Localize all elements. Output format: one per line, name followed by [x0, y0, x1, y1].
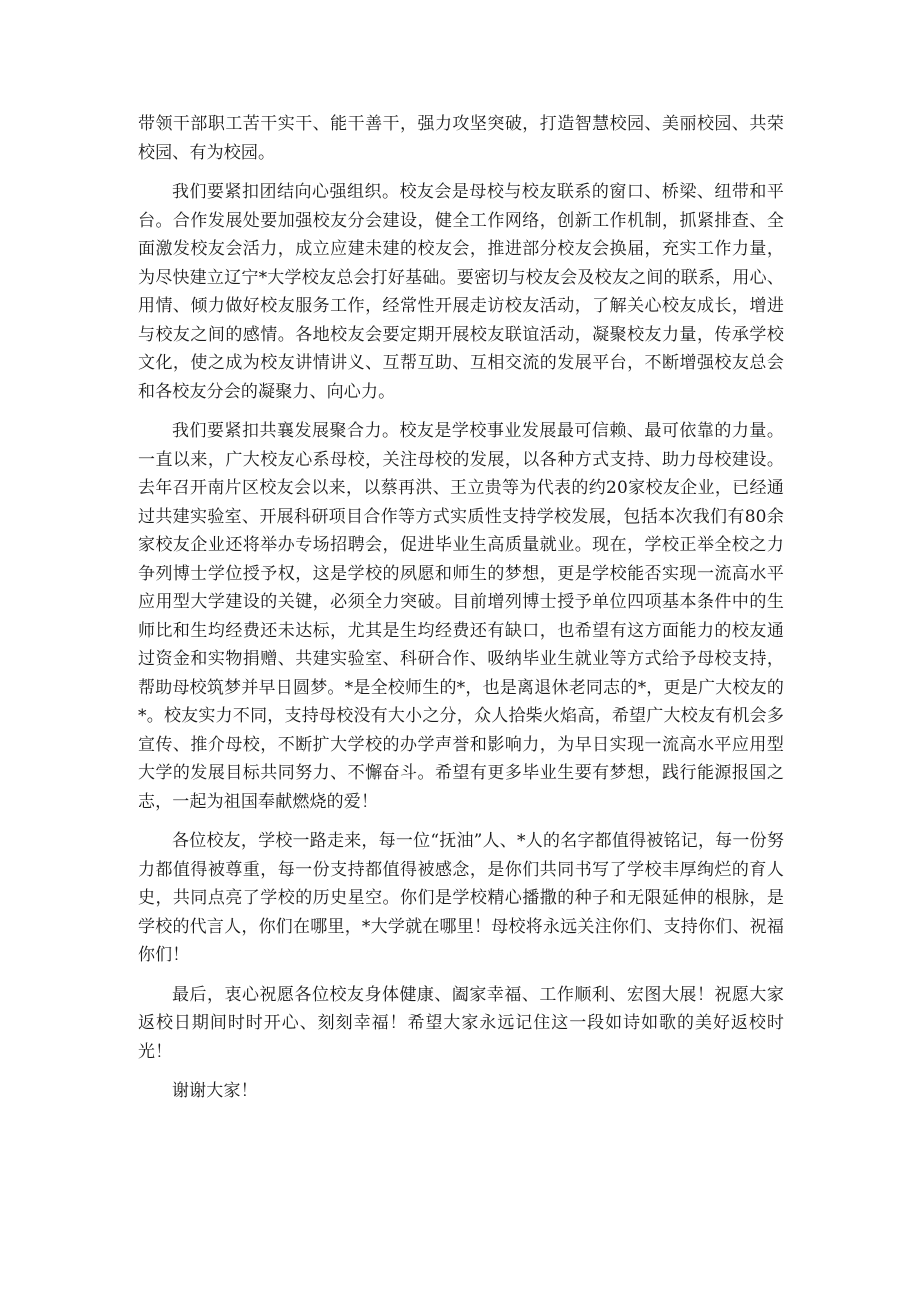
paragraph-thanks: 谢谢大家！: [172, 1081, 258, 1101]
document-body: [138, 110, 784, 1117]
paragraph-closing-wishes: 最后，衷心祝愿各位校友身体健康、阖家幸福、工作顺利、宏图大展！祝愿大家返校日期间时时开心、刻刻幸福！希望大家永远记住这一段如诗如歌的美好返校时光！: [138, 984, 784, 1062]
paragraph-alumni-association: 我们要紧扣团结向心强组织。校友会是母校与校友联系的窗口、桥梁、纽带和平台。合作发展处要加强校友分会建设，健全工作网络，创新工作机制，抓紧排查、全面激发校友会活力，成立应建未建的校友会，推进部分校友会换届，充实工作力量，为尽快建立辽宁*大学校友总会打好基础。要密切与校友会及校友之间的联系，用心、用情、倾力做好校友服务工作，经常性开展走访校友活动，了解关心校友成长，增进与校友之间的感情。各地校友会要定期开展校友联谊活动，凝聚校友力量，传承学校文化，使之成为校友讲情讲义、互帮互助、互相交流的发展平台，不断增强校友总会和各校友分会的凝聚力、向心力。: [138, 182, 784, 402]
paragraph-development-support: 我们要紧扣共襄发展聚合力。校友是学校事业发展最可信赖、最可依靠的力量。一直以来，广大校友心系母校，关注母校的发展，以各种方式支持、助力母校建设。去年召开南片区校友会以来，以蔡再洪、王立贵等为代表的约20家校友企业，已经通过共建实验室、开展科研项目合作等方式实质性支持学校发展，包括本次我们有80余家校友企业还将举办专场招聘会，促进毕业生高质量就业。现在，学校正举全校之力争列博士学位授予权，这是学校的夙愿和师生的梦想，更是学校能否实现一流高水平应用型大学建设的关键，必须全力突破。目前增列博士授予单位四项基本条件中的生师比和生均经费还未达标，尤其是生均经费还有缺口，也希望有这方面能力的校友通过资金和实物捐赠、共建实验室、科研合作、吸纳毕业生就业等方式给予母校支持，帮助母校筑梦并早日圆梦。*是全校师生的*，也是离退休老同志的*，更是广大校友的*。校友实力不同，支持母校没有大小之分，众人拾柴火焰高，希望广大校友有机会多宣传、推介母校，不断扩大学校的办学声誉和影响力，为早日实现一流高水平应用型大学的发展目标共同努力、不懈奋斗。希望有更多毕业生要有梦想，践行能源报国之志，一起为祖国奉献燃烧的爱！: [138, 421, 784, 812]
paragraph-address-alumni: 各位校友，学校一路走来，每一位“抚油”人、*人的名字都值得被铭记，每一份努力都值得被尊重，每一份支持都值得被感念，是你们共同书写了学校丰厚绚烂的育人史，共同点亮了学校的历史星空。你们是学校精心播撒的种子和无限延伸的根脉，是学校的代言人，你们在哪里，*大学就在哪里！母校将永远关注你们、支持你们、祝福你们！: [138, 831, 784, 965]
paragraph-continuation: 带领干部职工苦干实干、能干善干，强力攻坚突破，打造智慧校园、美丽校园、共荣校园、有为校园。: [138, 114, 784, 163]
